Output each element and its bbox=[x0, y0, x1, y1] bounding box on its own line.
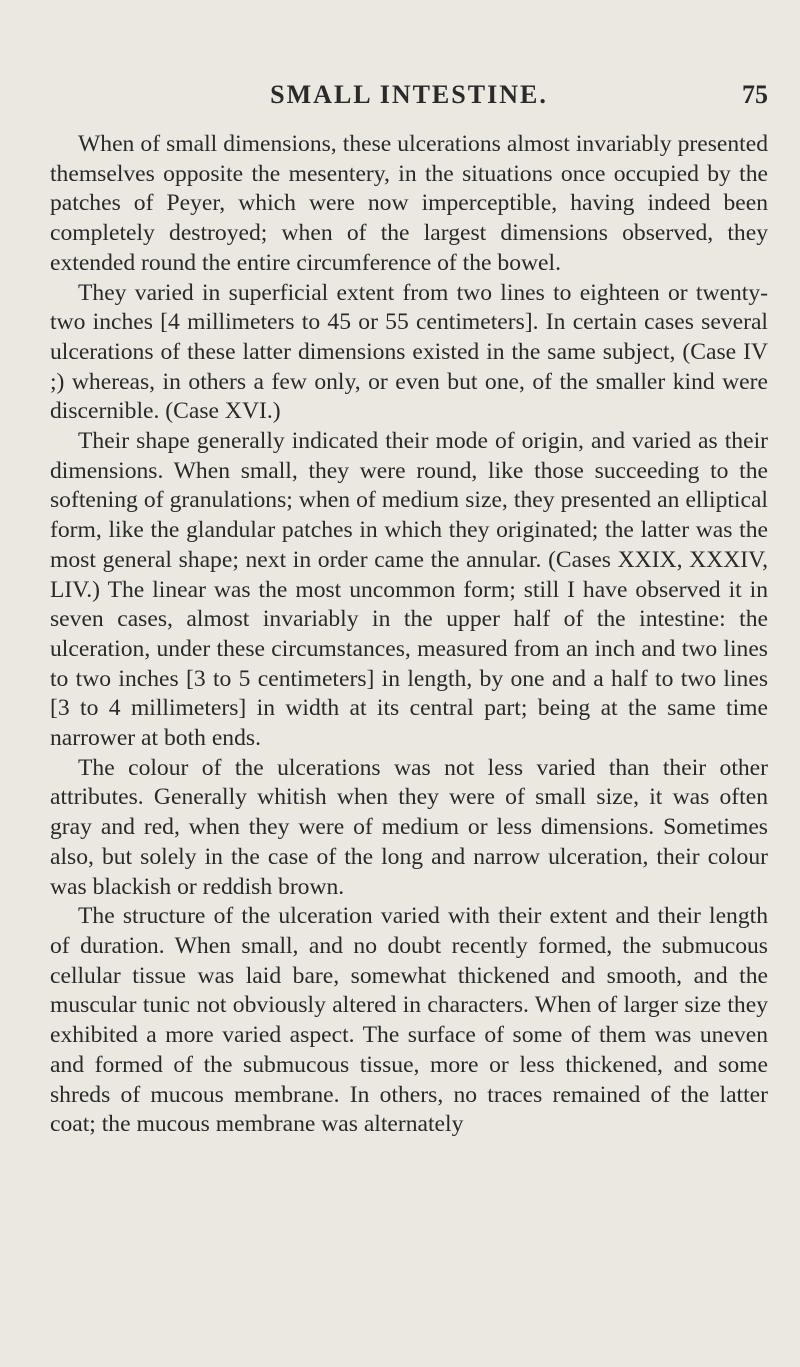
paragraph: When of small dimensions, these ulcerations almost invariably presented themselves opposite the mesentery, in the situations once occupied by the patches of Peyer, which were now imperceptible, having indeed been completely destroyed; when of the largest dimensions observed, they extended round the entire circumference of the bowel. bbox=[50, 131, 768, 276]
paragraph: The colour of the ulcerations was not less varied than their other attributes. Generally whitish when they were of small size, it was often gray and red, when they were of medium or less dimensions. Sometimes also, but solely in the case of the long and narrow ulceration, their colour was blackish or reddish brown. bbox=[50, 754, 768, 900]
paragraph: Their shape generally indicated their mode of origin, and varied as their dimensions. When small, they were round, like those succeeding to the softening of granulations; when of medium size, they presented an elliptical form, like the glandular patches in which they originated; the latter was the most general shape; next in order came the annular. (Cases XXIX, XXXIV, LIV.) The linear was the most uncommon form; still I have observed it in seven cases, almost invariably in the upper half of the intestine: the ulceration, under these circumstances, measured from an inch and two lines to two inches [3 to 5 centimeters] in length, by one and a half to two lines [3 to 4 millimeters] in width at its central part; being at the same time narrower at both ends. bbox=[50, 428, 768, 752]
paragraph: They varied in superficial extent from two lines to eighteen or twenty-two inches [4 millimeters to 45 or 55 centimeters]. In certain cases several ulcerations of these latter dimensions existed in the same subject, (Case IV ;) whereas, in others a few only, or even but one, of the smaller kind were discernible. (Case XVI.) bbox=[50, 279, 768, 425]
page-number: 75 bbox=[742, 80, 768, 109]
page-header bbox=[50, 80, 768, 114]
paragraph: The structure of the ulceration varied with their extent and their length of duration. When small, and no doubt recently formed, the submucous cellular tissue was laid bare, somewhat thickened and smooth, and the muscular tunic not obviously altered in characters. When of larger size they exhibited a more varied aspect. The surface of some of them was uneven and formed of the submucous tissue, more or less thickened, and some shreds of mucous membrane. In others, no traces remained of the latter coat; the mucous membrane was alternately bbox=[50, 903, 768, 1138]
running-head: SMALL INTESTINE. bbox=[270, 80, 548, 109]
body-text bbox=[50, 130, 768, 1140]
